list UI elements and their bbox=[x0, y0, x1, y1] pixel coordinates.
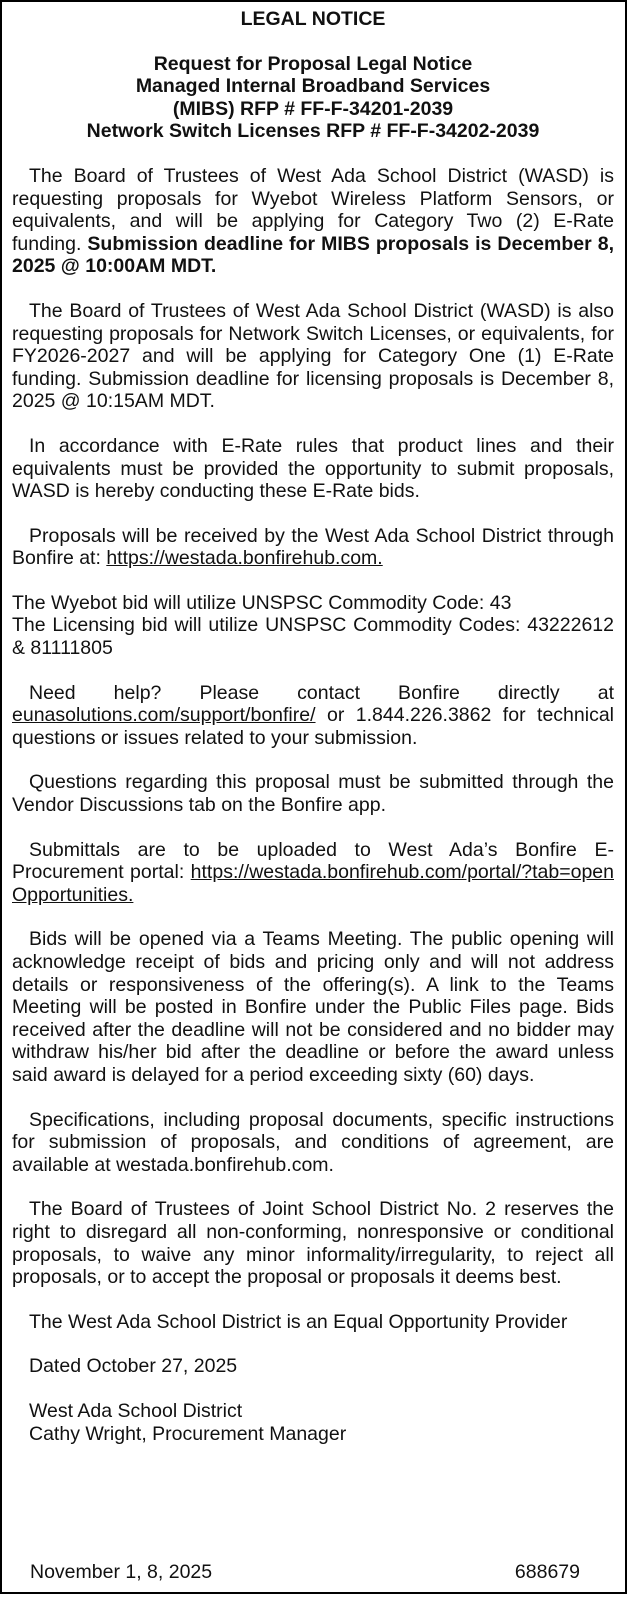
paragraph-specifications: Specifications, including proposal documents, specific instructions for submission of proposals, and conditions of agreement, are available at westada.bonfirehub.com. bbox=[12, 1108, 614, 1176]
paragraph-text: Proposals will be received by the West Ada School District through Bonfire at: bbox=[12, 524, 614, 570]
notice-subheading bbox=[12, 53, 614, 143]
publication-dates: November 1, 8, 2025 bbox=[30, 1561, 213, 1584]
paragraph-questions: Questions regarding this proposal must be submitted through the Vendor Discussions tab on the Bonfire app. bbox=[12, 771, 614, 817]
paragraph-submittals bbox=[12, 839, 614, 907]
paragraph-text: Need help? Please contact Bonfire directly at bbox=[29, 681, 614, 704]
dated-line: Dated October 27, 2025 bbox=[29, 1355, 238, 1378]
paragraph-text: The Board of Trustees of West Ada School District (WASD) is requesting proposals for Wyebot Wireless Platform Sensors, or equivalents, and will be applying for Category Two (2) E-Rate funding. bbox=[12, 164, 614, 255]
mibs-deadline: Submission deadline for MIBS proposals is December 8, 2025 @ 10:00AM MDT. bbox=[12, 232, 614, 278]
paragraph-bid-opening: Bids will be opened via a Teams Meeting. The public opening will acknowledge receipt of bids and pricing only and will not address details or responsiveness of the offering(s). A link to the Teams Meeting will be posted in Bonfire under the Public Files page. Bids received after the deadline will not be considered and no bidder may withdraw his/her bid after the deadline or before the award unless said award is delayed for a period exceeding sixty (60) days. bbox=[12, 928, 614, 1086]
paragraph-switch-licenses: The Board of Trustees of West Ada School District (WASD) is also requesting proposals for Network Switch Licenses, or equivalents, for FY2026-2027 and will be applying for Category One (1) E-Rate funding. Submission deadline for licensing proposals is December 8, 2025 @ 10:15AM MDT. bbox=[12, 299, 614, 413]
portal-link[interactable]: https://westada.bonfirehub.com/portal/?tab=openOpportunities. bbox=[12, 861, 614, 906]
paragraph-commodity-codes bbox=[12, 592, 614, 660]
subheading-line: Managed Internal Broadband Services bbox=[135, 75, 491, 98]
paragraph-help bbox=[12, 682, 614, 750]
notice-footer bbox=[30, 1561, 580, 1584]
signer-name: Cathy Wright, Procurement Manager bbox=[29, 1422, 347, 1445]
paragraph-reserves-right: The Board of Trustees of Joint School District No. 2 reserves the right to disregard all non-conforming, nonresponsive or conditional proposals, to waive any minor informality/irregularity, to reject all proposals, or to accept the proposal or proposals it deems best. bbox=[12, 1198, 614, 1289]
wyebot-code-line: The Wyebot bid will utilize UNSPSC Commodity Code: 43 bbox=[12, 591, 512, 614]
paragraph-wyebot-request bbox=[12, 165, 614, 278]
paragraph-equal-opportunity: The West Ada School District is an Equal Opportunity Provider bbox=[29, 1310, 568, 1333]
paragraph-text: Submittals are to be uploaded to West Ada’s Bonfire E-Procurement portal: bbox=[12, 838, 614, 884]
ad-number: 688679 bbox=[514, 1561, 580, 1584]
subheading-line: Request for Proposal Legal Notice bbox=[153, 52, 473, 75]
bonfire-link[interactable]: https://westada.bonfirehub.com. bbox=[106, 547, 383, 570]
paragraph-bonfire-submission bbox=[12, 525, 614, 570]
subheading-line: Network Switch Licenses RFP # FF-F-34202-2039 bbox=[86, 120, 540, 143]
notice-heading: LEGAL NOTICE bbox=[240, 8, 386, 30]
licensing-code-line: The Licensing bid will utilize UNSPSC Commodity Codes: 43222612 & 81111805 bbox=[12, 614, 614, 660]
subheading-line: (MIBS) RFP # FF-F-34201-2039 bbox=[172, 97, 454, 120]
support-link[interactable]: eunasolutions.com/support/bonfire/ bbox=[12, 704, 316, 727]
paragraph-erate-rules: In accordance with E-Rate rules that product lines and their equivalents must be provided the opportunity to submit proposals, WASD is hereby conducting these E-Rate bids. bbox=[12, 434, 614, 503]
signer-org: West Ada School District bbox=[29, 1399, 243, 1422]
paragraph-text: or 1.844.226.3862 for technical questions or issues related to your submission. bbox=[12, 704, 614, 749]
signature-block bbox=[29, 1400, 614, 1445]
